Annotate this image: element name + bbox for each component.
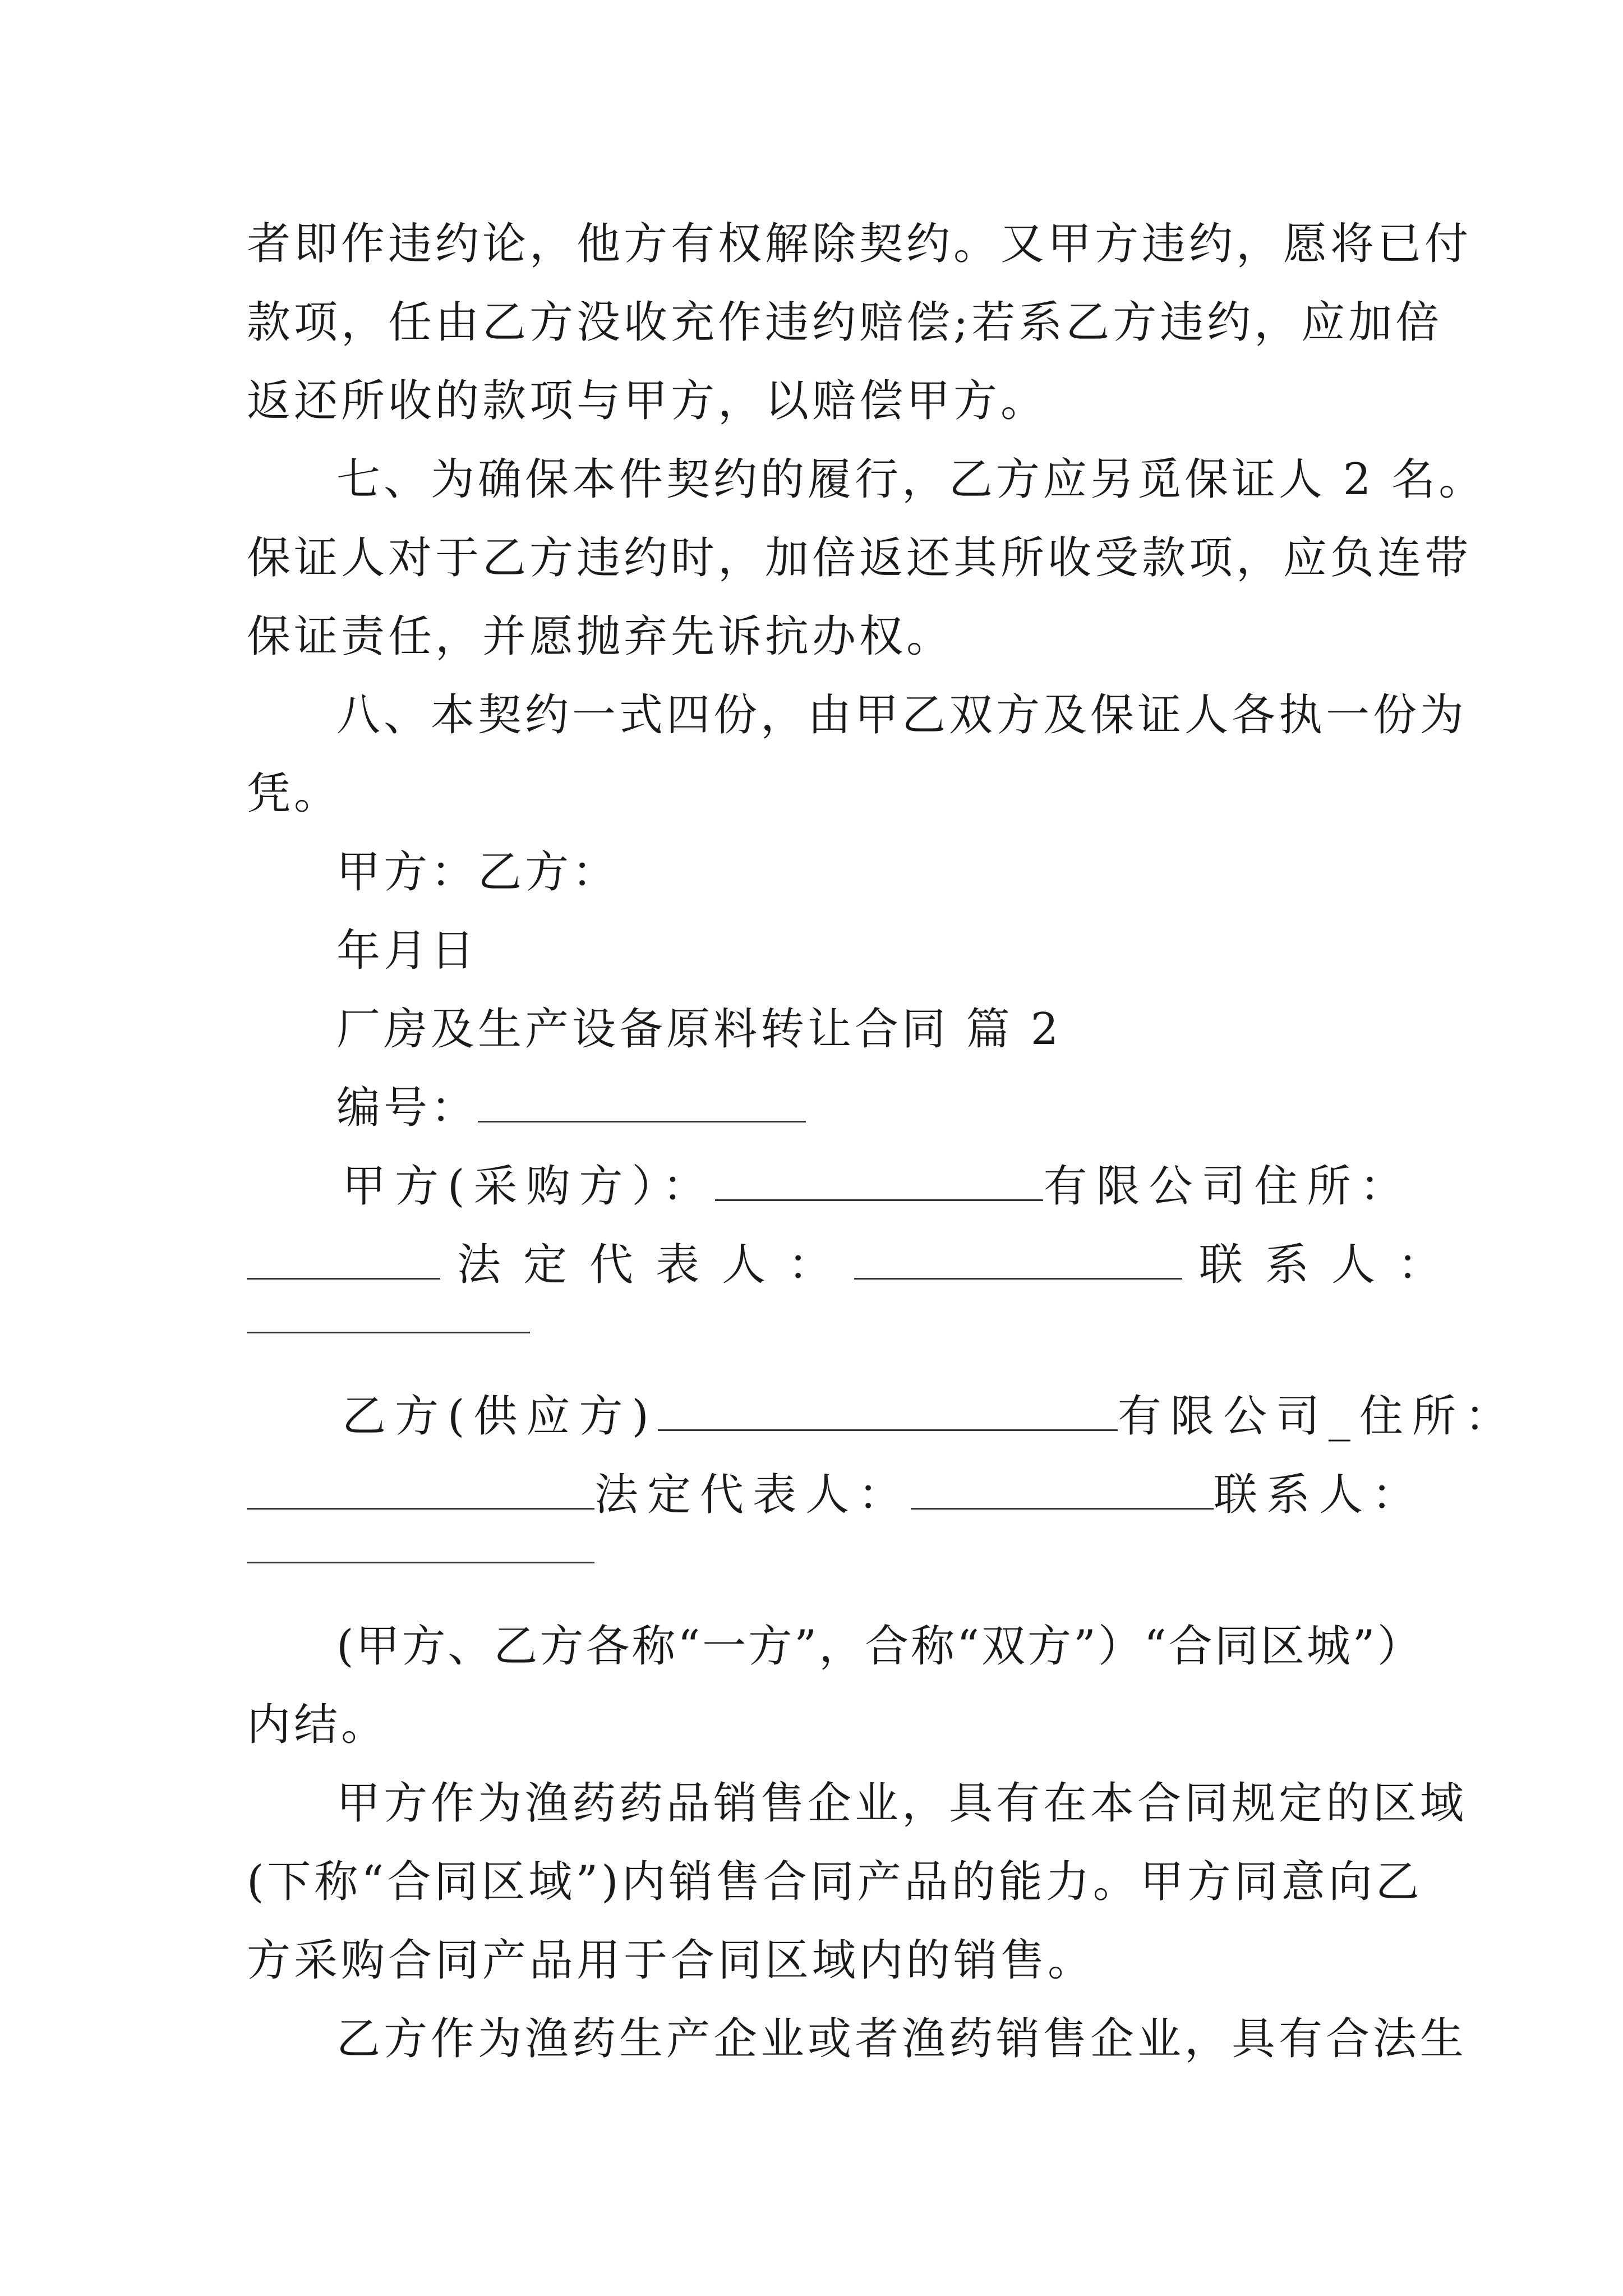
party-a-rep-blank bbox=[854, 1239, 1182, 1280]
party-b-rep-row bbox=[247, 1467, 1425, 1523]
party-b-description: 乙方作为渔药生产企业或者渔药销售企业，具有合法生 bbox=[336, 2014, 1468, 2064]
party-b-rep-label: 法定代表人： bbox=[594, 1470, 911, 1520]
party-a-label: 甲方(采购方）： bbox=[342, 1161, 716, 1212]
party-a-name-blank bbox=[715, 1160, 1043, 1201]
parties-definition: (甲方、乙方各称“一方”，合称“双方”）“合同区城”） bbox=[336, 1621, 1423, 1672]
text-line-1: 者即作违约论，他方有权解除契约。又甲方违约，愿将已付 bbox=[247, 219, 1472, 269]
clause-eight: 八、本契约一式四份，由甲乙双方及保证人各执一份为 bbox=[336, 690, 1468, 740]
text-line-6: 保证责任，并愿抛弃先诉抗办权。 bbox=[247, 611, 954, 662]
party-a-contact-label: 联系人： bbox=[1199, 1240, 1464, 1290]
signature-date: 年月日 bbox=[336, 926, 478, 976]
party-b-company-label: 有限公司_住所： bbox=[1117, 1391, 1518, 1442]
party-a-description: 甲方作为渔药药品销售企业，具有在本合同规定的区域 bbox=[336, 1778, 1468, 1829]
party-b-contact-blank bbox=[247, 1562, 594, 1563]
party-a-address-blank bbox=[247, 1239, 440, 1280]
party-a-rep-label: 法定代表人： bbox=[457, 1240, 855, 1290]
text-line-8: 凭。 bbox=[247, 769, 342, 819]
text-line-15: (下称“合同区域”)内销售合同产品的能力。甲方同意向乙 bbox=[247, 1857, 1423, 1907]
contract-number-label: 编号： bbox=[336, 1083, 478, 1133]
party-b-name-blank bbox=[658, 1390, 1118, 1431]
text-line-13: 内结。 bbox=[247, 1700, 389, 1750]
party-b-row bbox=[342, 1388, 1518, 1444]
party-a-contact-blank bbox=[247, 1332, 530, 1333]
contract-number-row bbox=[336, 1080, 1391, 1136]
text-line-16: 方采购合同产品用于合同区域内的销售。 bbox=[247, 1935, 1095, 1986]
text-line-2: 款项，任由乙方没收充作违约赔偿;若系乙方违约，应加倍 bbox=[247, 297, 1443, 348]
clause-seven: 七、为确保本件契约的履行，乙方应另觅保证人 2 名。 bbox=[336, 454, 1486, 505]
party-b-label: 乙方(供应方) bbox=[342, 1391, 658, 1442]
section-title: 厂房及生产设备原料转让合同 篇 2 bbox=[336, 1004, 1062, 1055]
party-a-row bbox=[342, 1158, 1413, 1214]
party-b-rep-blank bbox=[911, 1469, 1214, 1510]
party-b-address-blank bbox=[247, 1469, 594, 1510]
party-a-rep-row bbox=[247, 1237, 1464, 1293]
party-a-company-label: 有限公司住所： bbox=[1043, 1161, 1413, 1212]
text-line-5: 保证人对于乙方违约时，加倍返还其所收受款项，应负连带 bbox=[247, 533, 1472, 583]
party-b-contact-label: 联系人： bbox=[1214, 1470, 1425, 1520]
contract-number-blank bbox=[478, 1082, 806, 1122]
text-line-3: 返还所收的款项与甲方，以赔偿甲方。 bbox=[247, 376, 1048, 426]
signature-parties: 甲方：乙方： bbox=[336, 847, 620, 898]
